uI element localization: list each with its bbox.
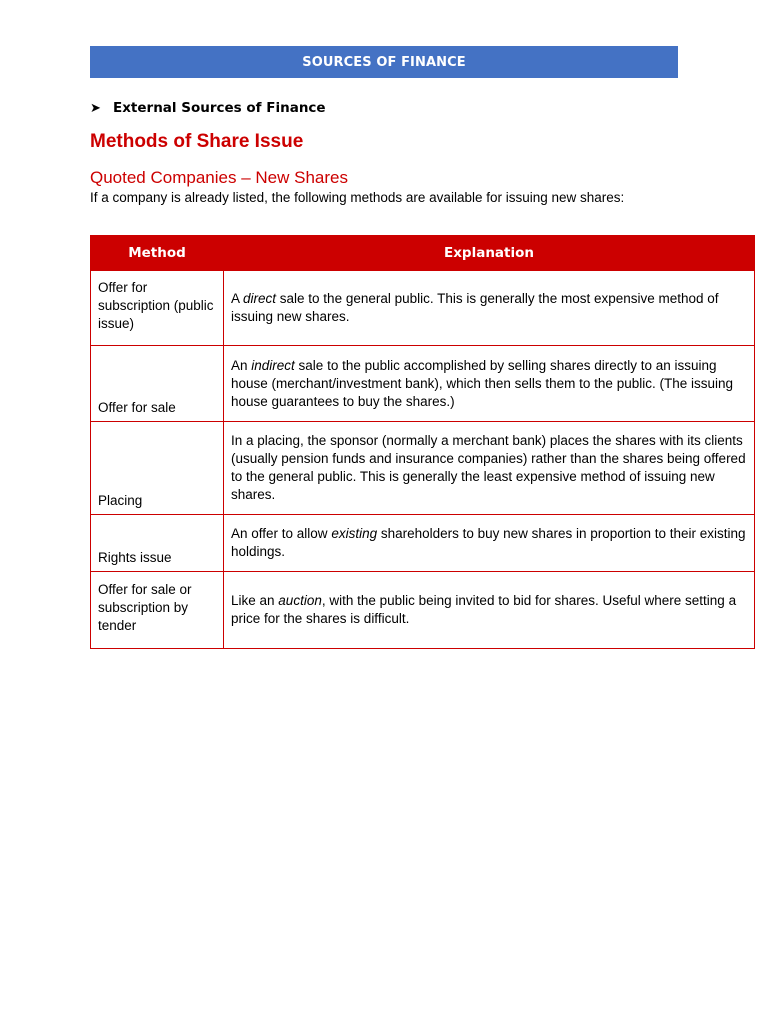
bullet-item <box>90 98 326 118</box>
explanation-cell: Like an auction, with the public being invited to bid for shares. Useful where setting a price for the shares is difficult. <box>224 572 755 649</box>
page-heading: Methods of Share Issue <box>90 131 304 152</box>
method-cell: Offer for sale or subscription by tender <box>91 572 224 649</box>
banner-title: SOURCES OF FINANCE <box>302 54 466 70</box>
emphasis-text: direct <box>243 291 277 306</box>
method-cell: Offer for sale <box>91 346 224 422</box>
table-row <box>91 515 755 572</box>
method-cell: Offer for subscription (public issue) <box>91 271 224 346</box>
table-row <box>91 346 755 422</box>
explanation-cell: An indirect sale to the public accomplished by selling shares directly to an issuing house (merchant/investment bank), which then sells them to the public. (The issuing house guarantees to buy the shares.) <box>224 346 755 422</box>
arrow-bullet-icon: ➤ <box>90 100 101 116</box>
explanation-cell: In a placing, the sponsor (normally a merchant bank) places the shares with its clients (usually pension funds and insurance companies) rather than the shares being offered to the general public. This is generally the least expensive method of issuing new shares. <box>224 422 755 515</box>
table-row <box>91 572 755 649</box>
share-issue-methods-table <box>90 235 755 649</box>
explanation-cell: A direct sale to the general public. This is generally the most expensive method of issuing new shares. <box>224 271 755 346</box>
sub-heading: Quoted Companies – New Shares <box>90 168 348 187</box>
emphasis-text: existing <box>331 526 378 541</box>
section-banner <box>90 46 678 78</box>
intro-paragraph: If a company is already listed, the following methods are available for issuing new shares: <box>90 190 625 205</box>
table-row <box>91 422 755 515</box>
emphasis-text: auction <box>278 593 322 608</box>
method-cell: Rights issue <box>91 515 224 572</box>
header-method: Method <box>91 236 224 271</box>
explanation-cell: An offer to allow existing shareholders to buy new shares in proportion to their existing holdings. <box>224 515 755 572</box>
table-row <box>91 271 755 346</box>
table-header-row <box>91 236 755 271</box>
method-cell: Placing <box>91 422 224 515</box>
bullet-text: External Sources of Finance <box>113 100 326 116</box>
header-explanation: Explanation <box>224 236 755 271</box>
emphasis-text: indirect <box>251 357 295 373</box>
